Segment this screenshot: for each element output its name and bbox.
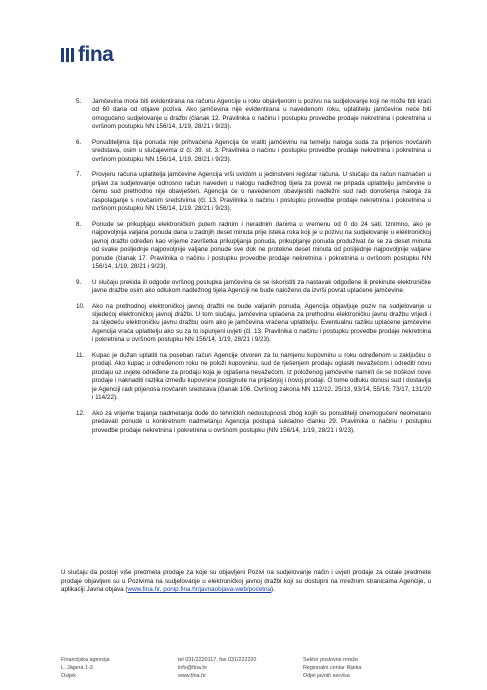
- footer-line: Financijska agencija: [61, 657, 110, 663]
- list-item: [76, 139, 431, 164]
- item-text: U slučaju prekida ili odgode ovršnog postupka jamčevina će se iskoristiti za nastavak odgođene ili prekinute elektroničke javne dražbe osim ako odlukom nadležnog tijela Agenciji ne bude naloženo da izvrši povrat uplaćene jamčevine.: [92, 278, 431, 294]
- item-number: 12.: [76, 409, 85, 417]
- fina-logo: [61, 44, 113, 65]
- list-item: [76, 279, 431, 296]
- item-number: 5.: [76, 98, 82, 105]
- closing-text: U slučaju da postoji više predmeta prodaje za koje su objavljeni Pozivi na sudjelovanje način i uvjeti prodaje za ostale predmete prodaje objavljeni su u Pozivima na sudjelovanje u elektroničkoj javnoj dražbi koji su dostupni na mrežnim stranicama Agencije, u aplikaciji Javna objava (: [61, 569, 431, 594]
- footer-line: www.fina.hr: [178, 672, 206, 679]
- list-item: [76, 171, 431, 213]
- footer-line: L. Jägera 1-3: [61, 664, 93, 671]
- item-text: Ponuditeljima čija ponuda nije prihvaćena Agencija će vratiti jamčevinu na temelju naloga suda za prijenos novčanih sredstava, osim u slučajevima iz čl. 39. st. 3. Pravilnika o načinu i postupku provedbe prodaje nekretnina i pokretnina u ovršnom postupku NN 156/14, 1/19, 28/21 i 9/23).: [92, 138, 431, 163]
- item-number: 11.: [76, 351, 85, 359]
- list-item: [76, 221, 431, 272]
- footer-line: Osijek: [61, 672, 76, 679]
- closing-paragraph: [61, 569, 431, 594]
- item-number: 6.: [76, 138, 82, 146]
- footer-line: Regionalni centar Rijeka: [303, 664, 362, 671]
- list-item: [76, 303, 431, 345]
- footer-line: Odjel javnih servisa: [303, 672, 350, 679]
- footer-unit: [303, 657, 361, 680]
- logo-text: fina: [78, 43, 114, 66]
- page-footer: [61, 657, 431, 680]
- item-number: 7.: [76, 171, 82, 179]
- list-item: [76, 410, 431, 435]
- item-text: Ponude se prikupljaju elektroničkim putem radnim i neradnim danima u vremenu od 0 do 24 sati. Iznimno, ako je najpovoljnija valjana ponuda dana u zadnjih deset minuta prije isteka roka koji je u pozivu na sudjelovanje u elektroničkoj javnoj dražbi određen kao vrijeme završetka prikupljanja ponuda, prikupljanje ponuda produživat će se za deset minuta od svake posljednje najpovoljnije valjane ponude sve dok ne protekne deset minuta od posljednje najpovoljnije valjane ponude (članak 17. Pravilnika o načinu i postupku provedbe prodaje nekretnina i pokretnina u ovršnom postupku NN 156/14, 1/19, 28/21 i 9/23).: [92, 220, 431, 270]
- item-text: Kupac je dužan uplatiti na poseban račun Agencije otvoren za tu namjenu kupovninu u roku određenom u zaključku o prodaji. Ako kupac u određenom roku ne položi kupovninu, sud će rješenjem prodaju oglasiti nevažećom i odrediti novu prodaju uz uvjete određene za prodaju koja je oglašena nevažećom. Iz položenog jamčevine namirit će se troškovi nove prodaje i naknaditi razlika između kupovnine postignute na prijašnjoj i novoj prodaji. O tome odluku donosi sud i dostavlja je Agenciji radi prijenosa novčanih sredstava (članak 106. Ovršnog zakona NN 112/12, 25/13, 93/14, 55/16, 73/17, 131/20 i 114/22).: [92, 351, 431, 402]
- list-item: [76, 98, 431, 132]
- item-text: Provjeru računa uplatitelja jamčevine Agencija vrši uvidom u jedinstveni registar računa. U slučaju da račun naznačen u prijavi za sudjelovanje odnosno račun naveden u nalogu nadležnog tijela za povrat ne pripada uplatitelju jamčevine o čemu sud prethodno nije obavješten, Agencija će o navedenom obavijestiti nadležni sud radi donošenja naloga za raspolaganje s novčanim sredstvima (čl. 13. Pravilnika o načinu i postupku provedbe prodaje nekretnina i pokretnina u ovršnom postupku NN 156/14, 1/19, 28/21 i 9/23).: [92, 171, 431, 213]
- footer-line: tel 031/2220117, fax 031/222220: [178, 657, 257, 663]
- footer-line: info@fina.hr: [178, 664, 208, 671]
- item-text: Ako za vrijeme trajanja nadmetanja dođe do tehničkih nedostupnosti zbog kojih su ponuditelji onemogućeni neometano predavati ponude u konkretnom nadmetanju Agencija postupa sukladno članku 29. Pravilnika o načinu i postupku provedbe prodaje nekretnina i pokretnina u ovršnom postupku (NN 156/14, 1/19, 28/21 i 9/23).: [92, 409, 431, 434]
- list-item: [76, 352, 431, 403]
- footer-contact: [178, 657, 303, 680]
- closing-end: ).: [271, 586, 275, 594]
- item-number: 10.: [76, 302, 85, 310]
- fina-link[interactable]: www.fina.hr, ponip.fina.hr/javnaobjava-web/pocetna: [127, 586, 272, 594]
- conditions-list: [76, 98, 431, 442]
- item-number: 9.: [76, 278, 82, 286]
- item-text: Ako na prethodnoj elektroničkoj javnoj dražbi ne bude valjanih ponuda, Agencija objavljuje poziv na sudjelovanje u sljedećoj elektroničkoj javnoj dražbi. U tom slučaju, jamčevina uplaćena za prethodnu elektroničku javnu dražbu vrijedi i za sljedeću elektroničku javnu dražbu osim ako je jamčevina vraćena uplatitelju. Eventualnu razliku uplaćene jamčevine Agencija vraća uplatitelju ako su za to ispunjeni uvjeti (čl. 13. Pravilnika o načinu i postupku provedbe prodaje nekretnina i pokretnina u ovršnom postupku NN 156/14, 1/19, 28/21 i 9/23).: [92, 302, 431, 344]
- item-text: Jamčevina mora biti evidentirana na računu Agencije u roku objavljenom u pozivu na sudjelovanje koji ne može biti kraći od 60 dana od objave poziva. Ako jamčevina nije evidentirana u navedenom roku, uplatitelju jamčevine neće biti omogućeno sudjelovanje u dražbi (članak 12. Pravilnika o načinu i postupku provedbe prodaje nekretnina i pokretnina u ovršnom postupku NN 156/14, 1/19, 28/21 i 9/23).: [92, 98, 431, 131]
- footer-address: [61, 657, 178, 680]
- logo-bars-icon: [61, 48, 74, 62]
- item-number: 8.: [76, 220, 82, 228]
- footer-line: Sektor poslovne mreže: [303, 657, 359, 663]
